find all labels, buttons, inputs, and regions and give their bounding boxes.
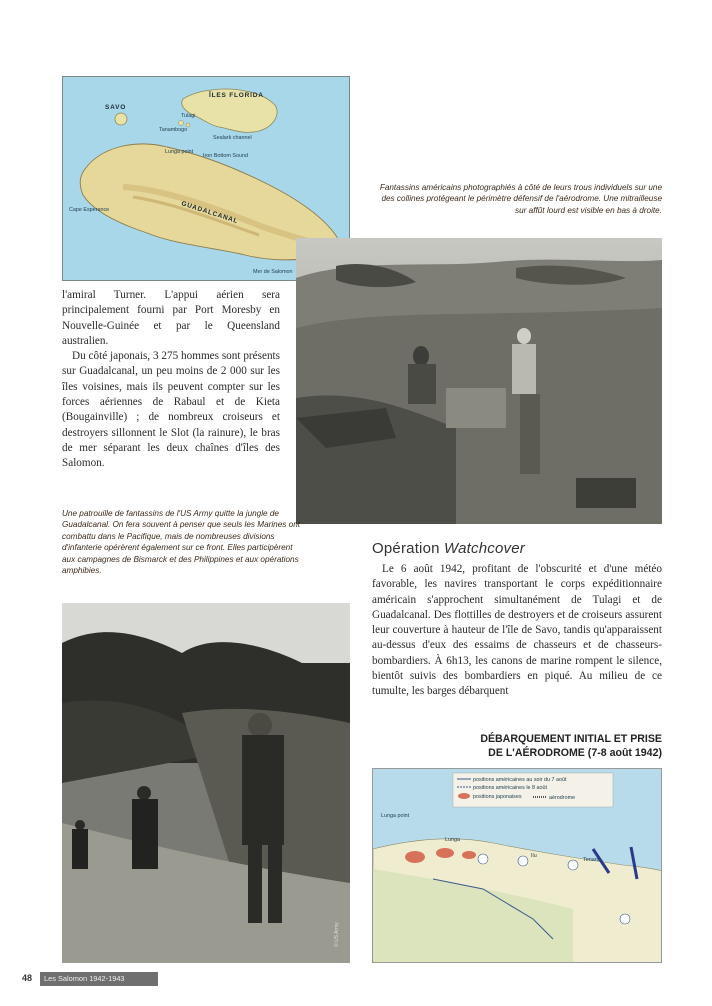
svg-text:Lunga point: Lunga point [381, 813, 410, 819]
svg-text:© US Army: © US Army [334, 922, 340, 947]
svg-text:Sealark channel: Sealark channel [213, 135, 252, 141]
paragraph: Du côté japonais, 3 275 hommes sont présents sur Guadalcanal, un peu moins de 2 000 sur les îles voisines, mais ils peuvent compter sur les forces aériennes de Rabaul et de Kieta (Bougainville) ; de nombreux croiseurs et destroyers sillonnent le Slot (la rainure), le bras de mer séparant les deux chaînes d'îles des Salomon. [62, 350, 280, 470]
svg-text:Mer de Salomon: Mer de Salomon [253, 269, 293, 275]
svg-text:Iron Bottom Sound: Iron Bottom Sound [203, 153, 248, 159]
svg-text:Ilu: Ilu [531, 853, 537, 859]
svg-text:Lunga point: Lunga point [165, 149, 194, 155]
left-column-text [62, 288, 280, 472]
svg-text:Tulagi: Tulagi [181, 113, 196, 119]
page-number: 48 [22, 973, 33, 983]
map-landing-title: DÉBARQUEMENT INITIAL ET PRISE DE L'AÉRODROME (7-8 août 1942) [480, 733, 662, 759]
svg-text:positions japonaises: positions japonaises [473, 794, 522, 800]
map-landing-airfield [372, 768, 662, 963]
photo-caption-soldiers: Fantassins américains photographiés à côté de leurs trous individuels sur une des collines protégeant le périmètre défensif de l'aérodrome. Une mitrailleuse sur affût lourd est visible en bas à droite. [379, 183, 662, 215]
svg-text:GUADALCANAL: GUADALCANAL [180, 200, 239, 226]
svg-text:aérodrome: aérodrome [549, 795, 576, 801]
svg-text:Cape Esperance: Cape Esperance [69, 207, 110, 213]
svg-text:positions américaines au soir: positions américaines au soir du 7 août [473, 777, 567, 783]
svg-text:Tanambogo: Tanambogo [159, 127, 188, 133]
svg-text:SAVO: SAVO [105, 104, 127, 111]
svg-text:ÎLES FLORIDA: ÎLES FLORIDA [209, 92, 264, 99]
section-heading: Opération Watchcover [372, 540, 525, 557]
svg-text:Lunga: Lunga [445, 837, 460, 843]
svg-text:Tenaru: Tenaru [583, 857, 600, 863]
photo-soldiers-foxholes [296, 238, 662, 524]
savo-island-shape [115, 113, 127, 125]
paragraph: l'amiral Turner. L'appui aérien sera principalement fourni par Port Moresby en Nouvelle-Guinée et par le Queensland australien. [62, 289, 280, 347]
running-footer: Les Salomon 1942-1943 [40, 972, 158, 986]
section-body-text: Le 6 août 1942, profitant de l'obscurité et d'une météo favorable, les navires transportant le corps expéditionnaire américain s'approchent simultanément de Tulagi et de Guadalcanal. Des flottilles de destroyers et de croiseurs assurent leur couverture à hauteur de l'île de Savo, tandis qu'apparaissent au-dessus d'eux des essaims de chasseurs et de chasseurs-bombardiers. À 6h13, les canons de marine rompent le silence, bientôt suivis des bombardiers en piqué. Au milieu de ce tumulte, les barges débarquent [372, 563, 662, 698]
photo-army-patrol [62, 603, 350, 963]
svg-text:positions américaines le 8 aoû: positions américaines le 8 août [473, 785, 548, 791]
photo-caption-patrol: Une patrouille de fantassins de l'US Army quitte la jungle de Guadalcanal. On fera souvent à penser que seuls les Marines ont combattu dans le Pacifique, mais de nombreuses divisions d'infanterie opérèrent également sur ce front. Elles participèrent aux campagnes de Bismarck et des Philippines et aux opérations amphibies. [62, 509, 301, 576]
